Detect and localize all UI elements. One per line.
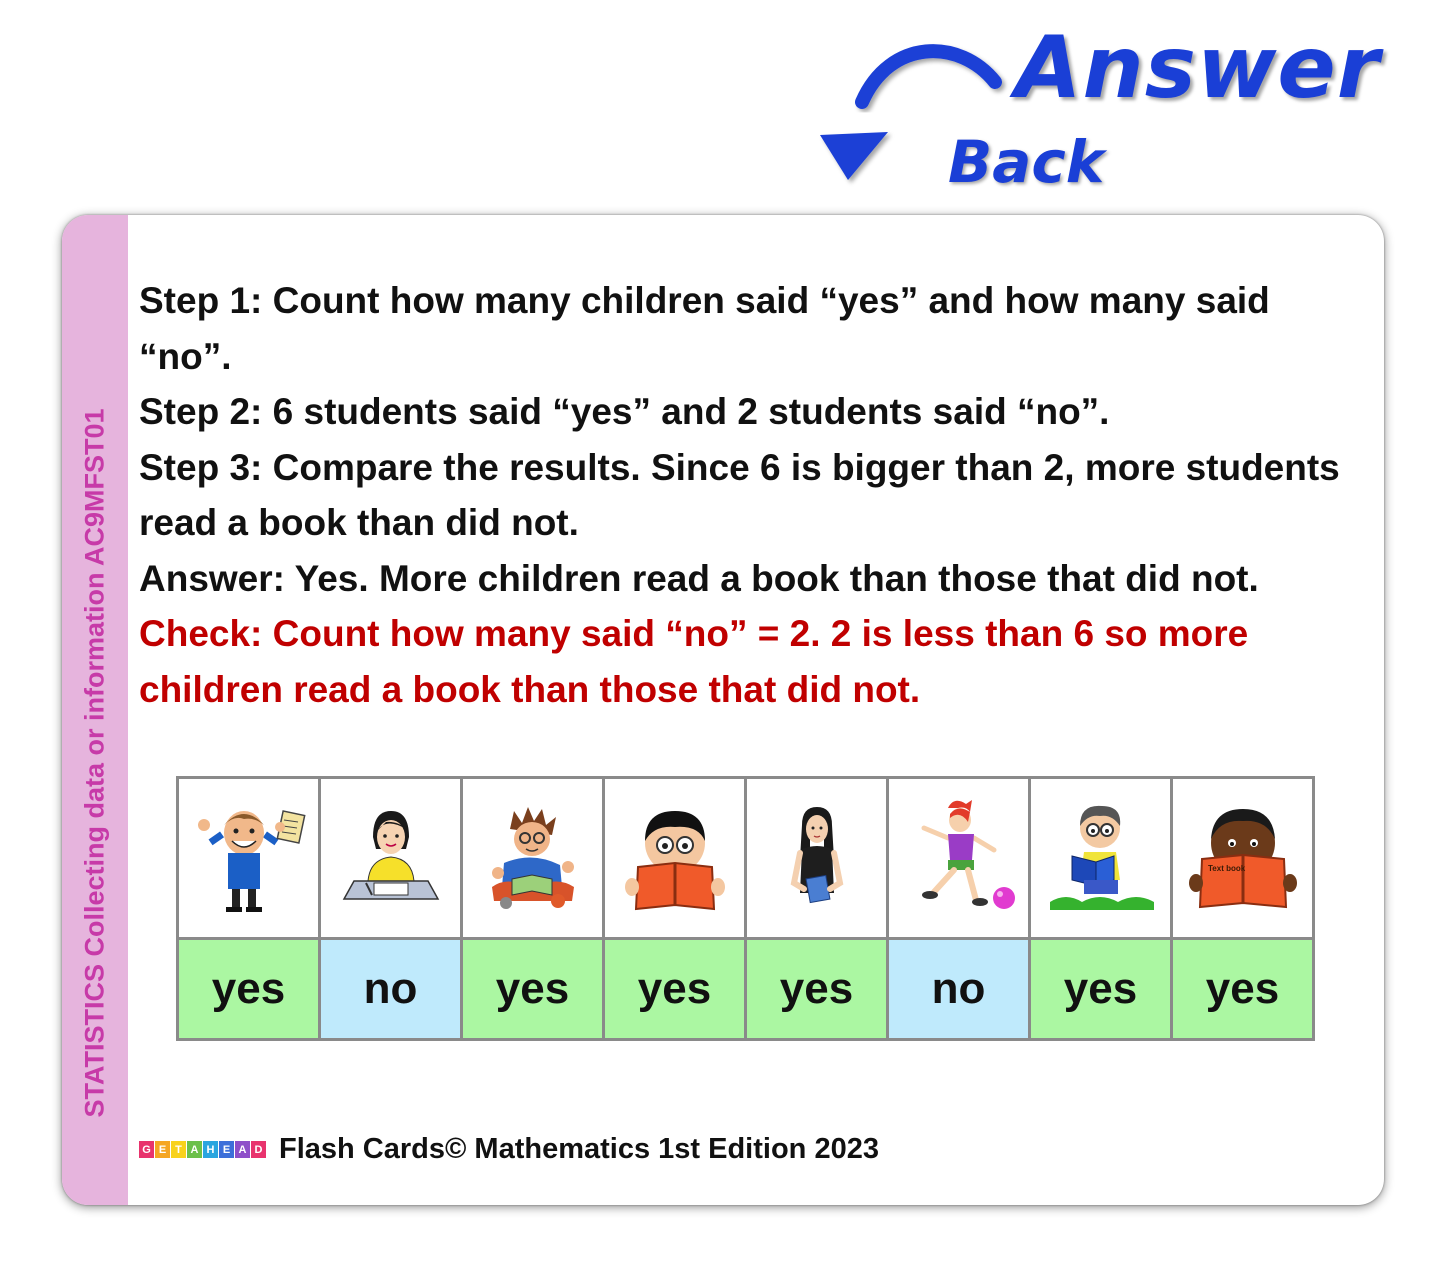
logo-letter: E (219, 1141, 234, 1158)
boy-reading-on-grass-icon (1036, 798, 1166, 918)
footer (139, 1133, 879, 1166)
solution-steps (139, 273, 1364, 717)
answer-cell-yes: yes (746, 939, 888, 1040)
survey-pictures-row (178, 778, 1314, 939)
logo-letter: A (235, 1141, 250, 1158)
survey-picture-cell (1030, 778, 1172, 939)
answer-cell-yes: yes (604, 939, 746, 1040)
boy-waving-paper-icon (184, 803, 314, 913)
logo-letter: H (203, 1141, 218, 1158)
logo-letter: D (251, 1141, 266, 1158)
survey-table (176, 776, 1315, 1041)
answer-cell-yes: yes (1172, 939, 1314, 1040)
boy-holding-book-icon (610, 803, 740, 913)
survey-picture-cell (462, 778, 604, 939)
step-1: Step 1: Count how many children said “yes” and how many said “no”. (139, 280, 1270, 377)
girl-at-desk-icon (326, 803, 456, 913)
answer-line: Answer: Yes. More children read a book than those that did not. (139, 557, 1259, 599)
child-reading-textbook-icon (1178, 803, 1308, 913)
topic-label: STATISTICS Collecting data or information AC9MFST01 (79, 408, 110, 1118)
survey-picture-cell (604, 778, 746, 939)
answer-cell-yes: yes (178, 939, 320, 1040)
side-strip (62, 215, 128, 1205)
boy-sitting-reading-icon (468, 803, 598, 913)
answer-cell-no: no (888, 939, 1030, 1040)
answer-cell-yes: yes (1030, 939, 1172, 1040)
survey-picture-cell (178, 778, 320, 939)
logo-letter: A (187, 1141, 202, 1158)
check-line: Check: Count how many said “no” = 2. 2 is less than 6 so more children read a book than those that did not. (139, 613, 1249, 710)
logo-letter: G (139, 1141, 154, 1158)
logo-letter: E (155, 1141, 170, 1158)
girl-holding-book-icon (752, 803, 882, 913)
getahead-logo (139, 1141, 267, 1158)
back-label: Back (948, 128, 1105, 196)
answer-heading: Answer (1015, 18, 1381, 118)
survey-picture-cell (888, 778, 1030, 939)
answer-cell-no: no (320, 939, 462, 1040)
girl-playing-ball-icon (894, 798, 1024, 918)
survey-picture-cell (746, 778, 888, 939)
textbook-label: Text book (1207, 864, 1245, 873)
survey-picture-cell (1172, 778, 1314, 939)
step-3: Step 3: Compare the results. Since 6 is bigger than 2, more students read a book than did not. (139, 446, 1340, 543)
survey-answers-row (178, 939, 1314, 1040)
step-2: Step 2: 6 students said “yes” and 2 students said “no”. (139, 391, 1110, 432)
flash-card (62, 215, 1384, 1205)
survey-picture-cell (320, 778, 462, 939)
logo-letter: T (171, 1141, 186, 1158)
footer-copyright: Flash Cards© Mathematics 1st Edition 2023 (279, 1133, 879, 1165)
answer-cell-yes: yes (462, 939, 604, 1040)
